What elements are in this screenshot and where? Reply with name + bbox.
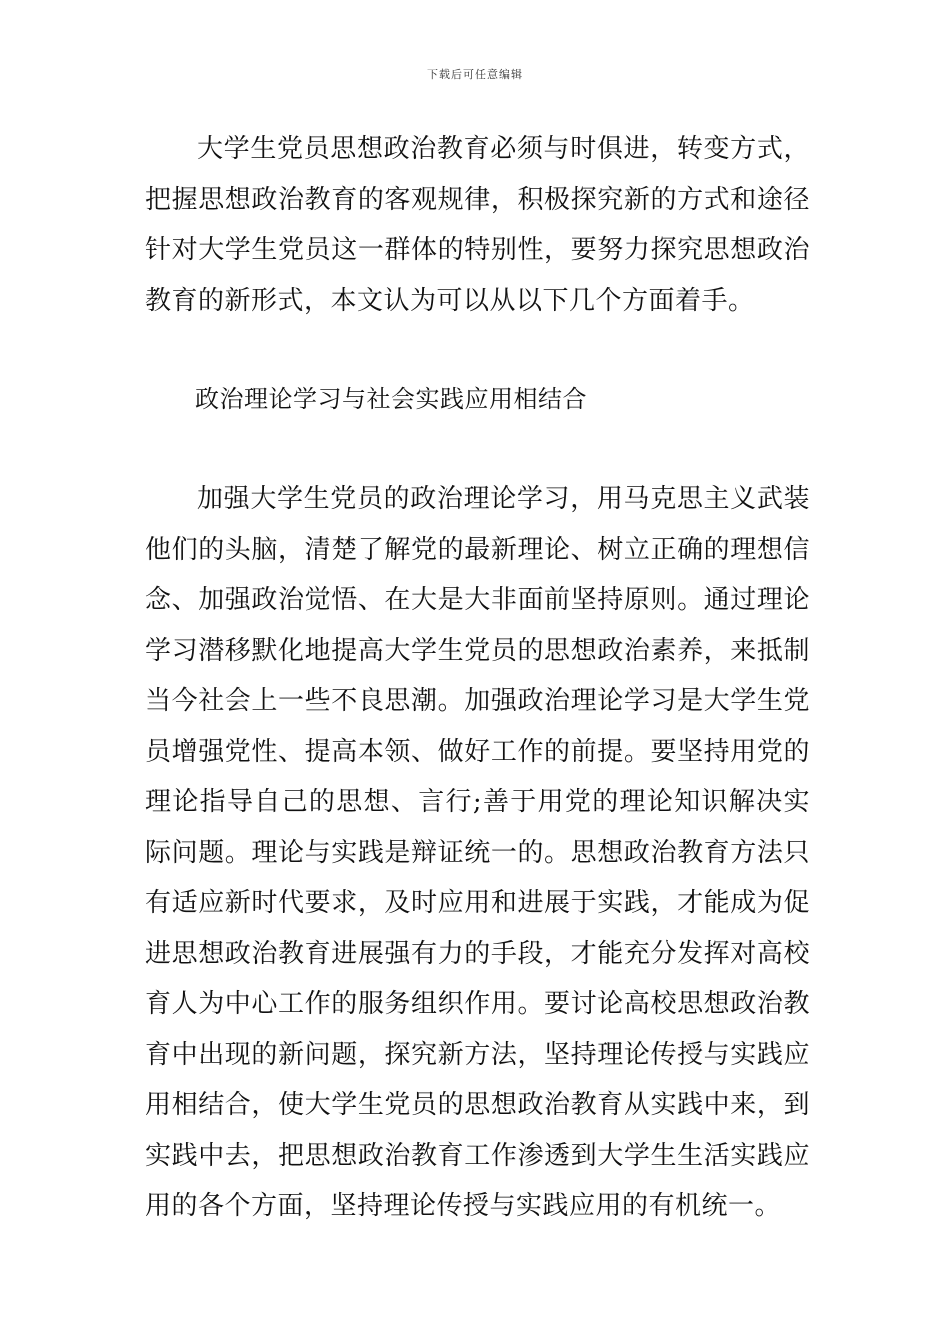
spacer [145,326,810,374]
document-body [145,124,810,1232]
paragraph-intro: 大学生党员思想政治教育必须与时俱进，转变方式，把握思想政治教育的客观规律，积极探究新的方式和途径针对大学生党员这一群体的特别性，要努力探究思想政治教育的新形式，本文认为可以从以下几个方面着手。 [145,134,810,316]
section-heading: 政治理论学习与社会实践应用相结合 [195,385,587,413]
header-note: 下载后可任意编辑 [427,68,523,81]
paragraph-body: 加强大学生党员的政治理论学习，用马克思主义武装他们的头脑，清楚了解党的最新理论、树立正确的理想信念、加强政治觉悟、在大是大非面前坚持原则。通过理论学习潜移默化地提高大学生党员的思想政治素养，来抵制当今社会上一些不良思潮。加强政治理论学习是大学生党员增强党性、提高本领、做好工作的前提。要坚持用党的理论指导自己的思想、言行;善于用党的理论知识解决实际问题。理论与实践是辩证统一的。思想政治教育方法只有适应新时代要求，及时应用和进展于实践，才能成为促进思想政治教育进展强有力的手段，才能充分发挥对高校育人为中心工作的服务组织作用。要讨论高校思想政治教育中出现的新问题，探究新方法，坚持理论传授与实践应用相结合，使大学生党员的思想政治教育从实践中来，到实践中去，把思想政治教育工作渗透到大学生生活实践应用的各个方面，坚持理论传授与实践应用的有机统一。 [145,484,810,1221]
spacer [145,424,810,474]
